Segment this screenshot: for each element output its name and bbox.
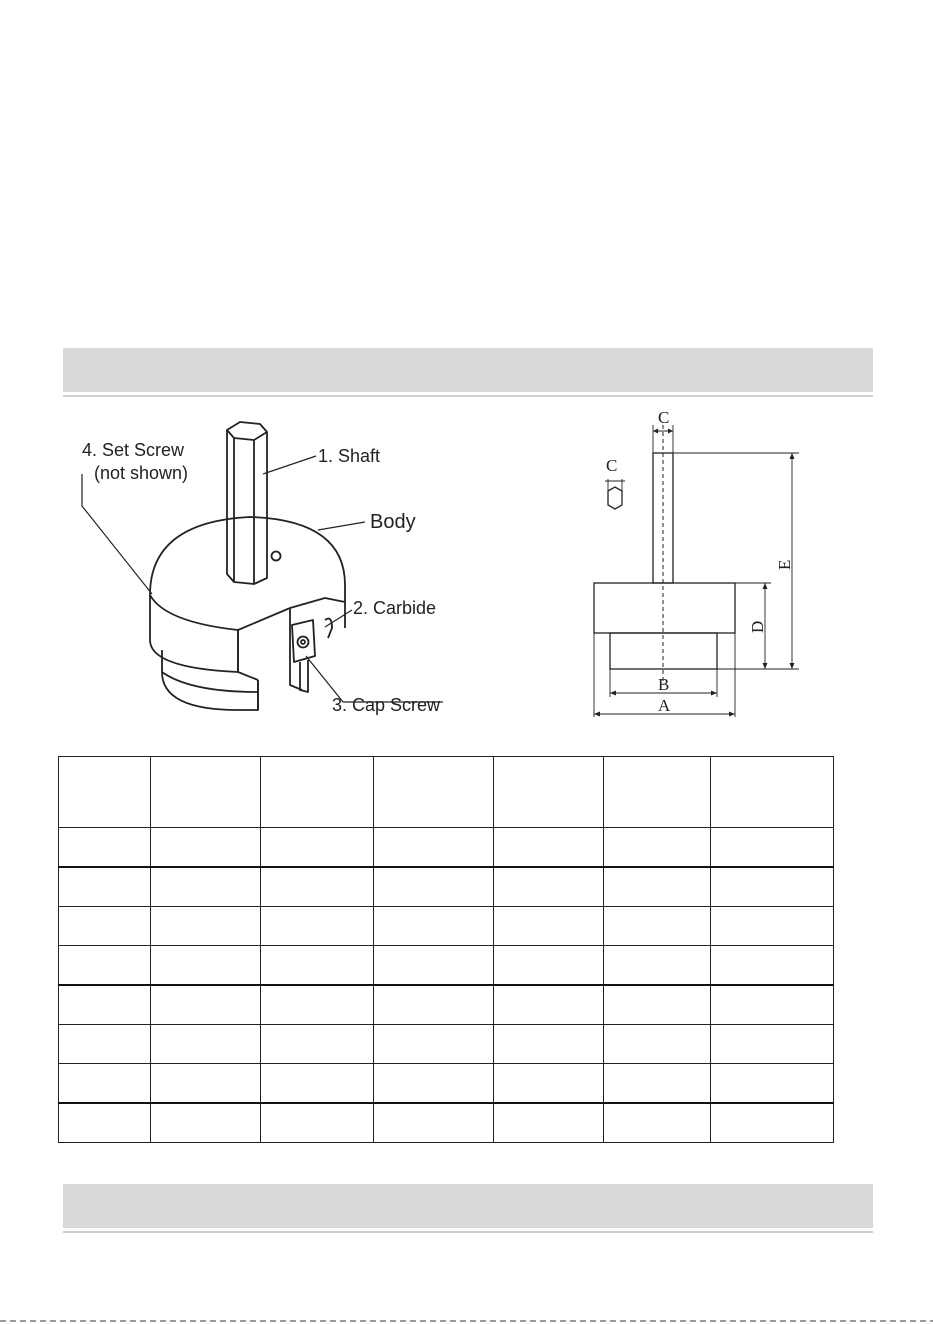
table-cell xyxy=(711,867,834,907)
table-cell xyxy=(374,1103,494,1143)
table-cell xyxy=(604,1064,711,1104)
table-cell xyxy=(604,1025,711,1064)
table-cell xyxy=(711,1025,834,1064)
cutter-isometric-drawing xyxy=(70,410,460,730)
table-cell xyxy=(494,907,604,946)
table-cell xyxy=(374,907,494,946)
table-cell xyxy=(604,828,711,868)
table-row xyxy=(59,828,834,868)
table-cell xyxy=(151,867,261,907)
table-cell xyxy=(494,985,604,1025)
table-cell xyxy=(711,946,834,986)
table-cell xyxy=(374,757,494,828)
shaft-label: 1. Shaft xyxy=(318,446,381,466)
table-cell xyxy=(59,985,151,1025)
table-cell xyxy=(261,757,374,828)
table-cell xyxy=(374,867,494,907)
table-cell xyxy=(59,828,151,868)
section-divider xyxy=(63,395,873,397)
table-cell xyxy=(151,1025,261,1064)
section-divider xyxy=(63,1231,873,1233)
section-header-band xyxy=(63,1184,873,1228)
table-cell xyxy=(151,1064,261,1104)
table-cell xyxy=(604,757,711,828)
table-row xyxy=(59,1064,834,1104)
table-cell xyxy=(374,946,494,986)
table-cell xyxy=(711,757,834,828)
table-cell xyxy=(59,1064,151,1104)
table-cell xyxy=(494,1103,604,1143)
table-cell xyxy=(604,1103,711,1143)
table-row xyxy=(59,867,834,907)
table-cell xyxy=(494,867,604,907)
table-cell xyxy=(151,907,261,946)
table-cell xyxy=(494,1064,604,1104)
table-cell xyxy=(711,1103,834,1143)
body-label: Body xyxy=(370,511,416,533)
dim-b-label: B xyxy=(658,675,670,694)
table-cell xyxy=(151,828,261,868)
table-cell xyxy=(494,1025,604,1064)
table-cell xyxy=(261,828,374,868)
cap-screw-label: 3. Cap Screw xyxy=(332,695,441,715)
table-row xyxy=(59,985,834,1025)
table-cell xyxy=(261,1025,374,1064)
table-cell xyxy=(59,1025,151,1064)
cutter-dimension-drawing xyxy=(585,405,815,725)
table-cell xyxy=(604,907,711,946)
table-cell xyxy=(59,946,151,986)
table-cell xyxy=(604,867,711,907)
table-cell xyxy=(261,946,374,986)
table-cell xyxy=(59,1103,151,1143)
table-cell xyxy=(151,757,261,828)
table-cell xyxy=(494,828,604,868)
table-cell xyxy=(711,907,834,946)
dim-a-label: A xyxy=(658,696,671,715)
table-cell xyxy=(604,946,711,986)
table-cell xyxy=(494,757,604,828)
table-header-row xyxy=(59,757,834,828)
table-cell xyxy=(261,985,374,1025)
carbide-label: 2. Carbide xyxy=(353,598,437,618)
table-cell xyxy=(59,867,151,907)
table-row xyxy=(59,1103,834,1143)
table-cell xyxy=(711,985,834,1025)
table-cell xyxy=(261,867,374,907)
table-row xyxy=(59,946,834,986)
set-screw-label: 4. Set Screw xyxy=(82,440,185,460)
table-cell xyxy=(59,907,151,946)
table-cell xyxy=(59,757,151,828)
table-cell xyxy=(374,1064,494,1104)
set-screw-note-label: (not shown) xyxy=(94,463,189,483)
dim-d-label: D xyxy=(748,620,767,633)
table-cell xyxy=(151,1103,261,1143)
table-cell xyxy=(374,985,494,1025)
table-row xyxy=(59,907,834,946)
table-cell xyxy=(151,985,261,1025)
table-cell xyxy=(151,946,261,986)
dim-e-label: E xyxy=(775,559,794,570)
table-cell xyxy=(711,828,834,868)
table-cell xyxy=(494,946,604,986)
spec-table xyxy=(58,756,834,1143)
table-cell xyxy=(604,985,711,1025)
table-cell xyxy=(374,828,494,868)
table-cell xyxy=(261,1064,374,1104)
page-edge-marks xyxy=(0,1320,933,1322)
dim-c-hex-label: C xyxy=(606,456,618,475)
table-cell xyxy=(261,1103,374,1143)
table-cell xyxy=(374,1025,494,1064)
table-cell xyxy=(711,1064,834,1104)
table-row xyxy=(59,1025,834,1064)
dim-c-top-label: C xyxy=(658,408,670,427)
table-cell xyxy=(261,907,374,946)
section-header-band xyxy=(63,348,873,392)
